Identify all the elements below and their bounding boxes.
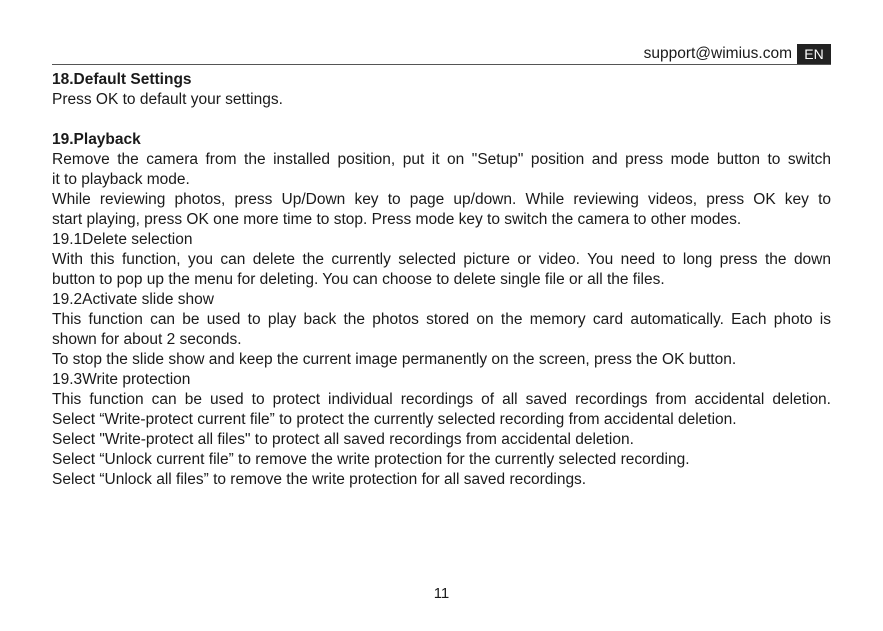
write-protection-line-5: Select “Unlock all files” to remove the write protection for all saved recordings.	[52, 471, 587, 488]
write-protection-line-3: Select "Write-protect all files" to protect all saved recordings from accidental deletion.	[52, 431, 634, 448]
page-header	[52, 44, 831, 64]
slide-show-line-2: shown for about 2 seconds.	[52, 331, 242, 348]
header-divider	[52, 64, 831, 65]
playback-intro-line-2: it to playback mode.	[52, 171, 190, 188]
manual-content	[52, 70, 831, 490]
section-18-body: Press OK to default your settings.	[52, 91, 283, 108]
page-number: 11	[433, 585, 450, 602]
slide-show-line-3: To stop the slide show and keep the current image permanently on the screen, press the OK button.	[52, 351, 737, 368]
playback-controls-line-2: start playing, press OK one more time to stop. Press mode key to switch the camera to other modes.	[52, 211, 742, 228]
write-protection-line-2: Select “Write-protect current file” to protect the currently selected recording from accidental deletion.	[52, 411, 737, 428]
subsection-19-3-heading: 19.3Write protection	[52, 371, 191, 388]
delete-selection-line-1: With this function, you can delete the currently selected picture or video. You need to long press the down	[52, 251, 831, 268]
section-spacer	[52, 110, 831, 130]
playback-intro-line-1: Remove the camera from the installed position, put it on "Setup" position and press mode button to switch	[52, 151, 831, 168]
support-email: support@wimius.com	[643, 45, 792, 62]
language-badge: EN	[797, 44, 831, 64]
write-protection-line-4: Select “Unlock current file” to remove the write protection for the currently selected recording.	[52, 451, 690, 468]
slide-show-line-1: This function can be used to play back the photos stored on the memory card automatically. Each photo is	[52, 311, 831, 328]
section-19-heading: 19.Playback	[52, 131, 141, 148]
section-18-heading: 18.Default Settings	[52, 71, 192, 88]
delete-selection-line-2: button to pop up the menu for deleting. You can choose to delete single file or all the files.	[52, 271, 665, 288]
subsection-19-2-heading: 19.2Activate slide show	[52, 291, 214, 308]
playback-controls-line-1: While reviewing photos, press Up/Down key to page up/down. While reviewing videos, press OK key to	[52, 191, 831, 208]
write-protection-line-1: This function can be used to protect individual recordings of all saved recordings from accidental deletion.	[52, 391, 831, 408]
subsection-19-1-heading: 19.1Delete selection	[52, 231, 193, 248]
